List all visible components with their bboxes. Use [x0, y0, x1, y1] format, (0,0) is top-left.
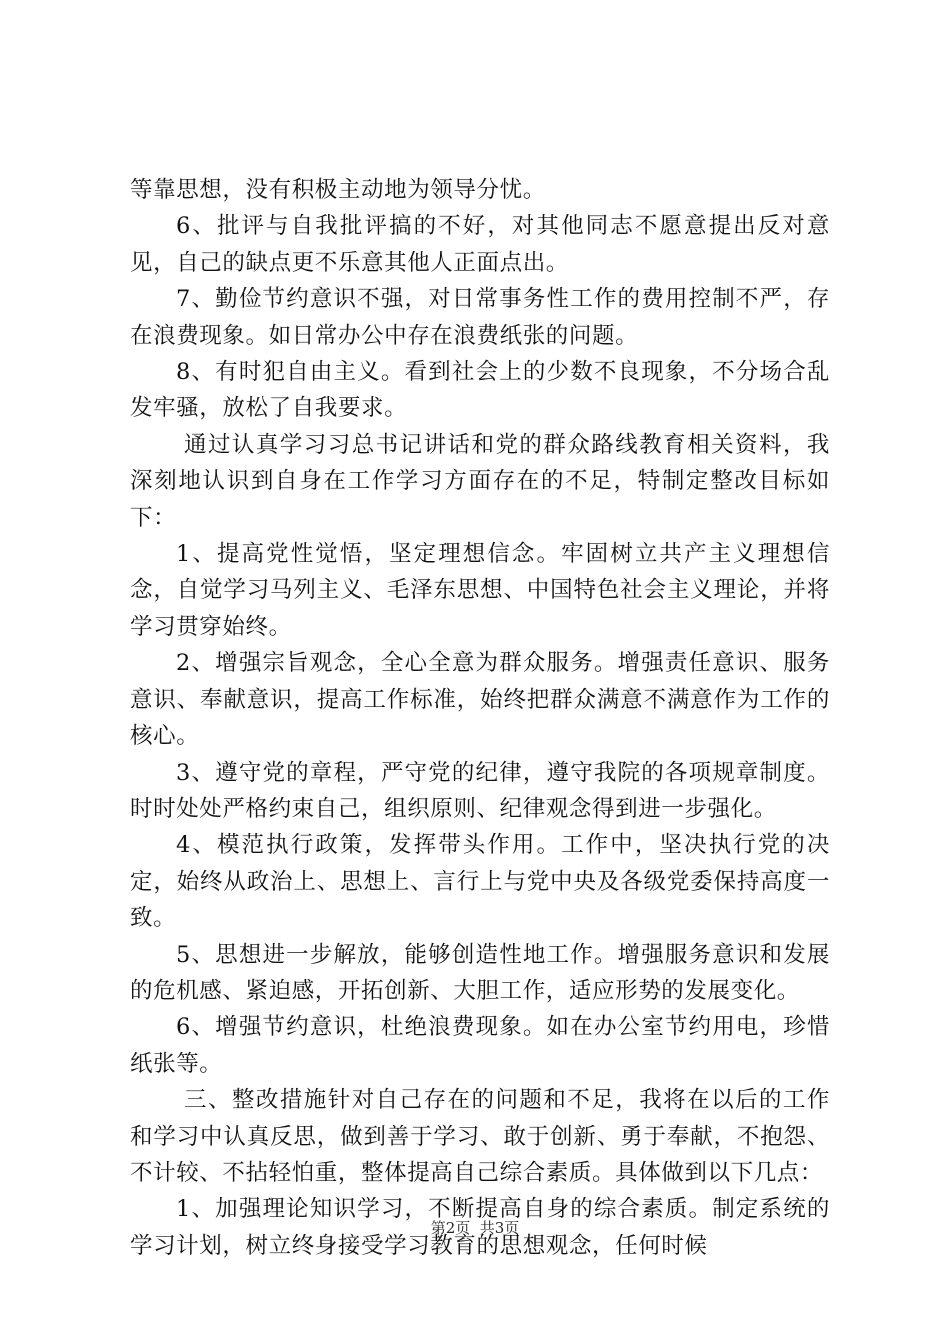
paragraph-measure-1: 1、加强理论知识学习，不断提高自身的综合素质。制定系统的学习计划，树立终身接受学习教育的思想观念，任何时候 [130, 1196, 830, 1259]
paragraph-goal-1: 1、提高党性觉悟，坚定理想信念。牢固树立共产主义理想信念，自觉学习马列主义、毛泽东思想、中国特色社会主义理论，并将学习贯穿始终。 [130, 541, 830, 640]
paragraph-section-3-measures: 三、整改措施针对自己存在的问题和不足，我将在以后的工作和学习中认真反思，做到善于学习、敢于创新、勇于奉献，不抱怨、不计较、不拈轻怕重，整体提高自己综合素质。具体做到以下几点： [130, 1087, 830, 1186]
paragraph-goal-5: 5、思想进一步解放，能够创造性地工作。增强服务意识和发展的危机感、紧迫感，开拓创新、大胆工作，适应形势的发展变化。 [130, 941, 830, 1004]
paragraph-item-7-thrift: 7、勤俭节约意识不强，对日常事务性工作的费用控制不严，存在浪费现象。如日常办公中存在浪费纸张的问题。 [130, 286, 830, 349]
paragraph-continuation: 等靠思想，没有积极主动地为领导分忧。 [130, 177, 546, 203]
paragraph-goal-6: 6、增强节约意识，杜绝浪费现象。如在办公室节约用电，珍惜纸张等。 [130, 1014, 830, 1077]
paragraph-goals-intro: 通过认真学习习总书记讲话和党的群众路线教育相关资料，我深刻地认识到自身在工作学习方面存在的不足，特制定整改目标如下： [130, 431, 830, 531]
document-body [130, 172, 830, 1264]
paragraph-goal-3: 3、遵守党的章程，严守党的纪律，遵守我院的各项规章制度。时时处处严格约束自己，组织原则、纪律观念得到进一步强化。 [130, 759, 830, 822]
paragraph-item-8-liberalism: 8、有时犯自由主义。看到社会上的少数不良现象，不分场合乱发牢骚，放松了自我要求。 [130, 359, 830, 422]
paragraph-goal-2: 2、增强宗旨观念，全心全意为群众服务。增强责任意识、服务意识、奉献意识，提高工作标准，始终把群众满意不满意作为工作的核心。 [130, 650, 830, 750]
page-footer [0, 1218, 950, 1238]
paragraph-item-6-criticism: 6、批评与自我批评搞的不好，对其他同志不愿意提出反对意见，自己的缺点更不乐意其他人正面点出。 [130, 213, 830, 276]
page-number-label: 第2页 共3页 [430, 1219, 520, 1237]
paragraph-goal-4: 4、模范执行政策，发挥带头作用。工作中，坚决执行党的决定，始终从政治上、思想上、言行上与党中央及各级党委保持高度一致。 [130, 832, 830, 932]
